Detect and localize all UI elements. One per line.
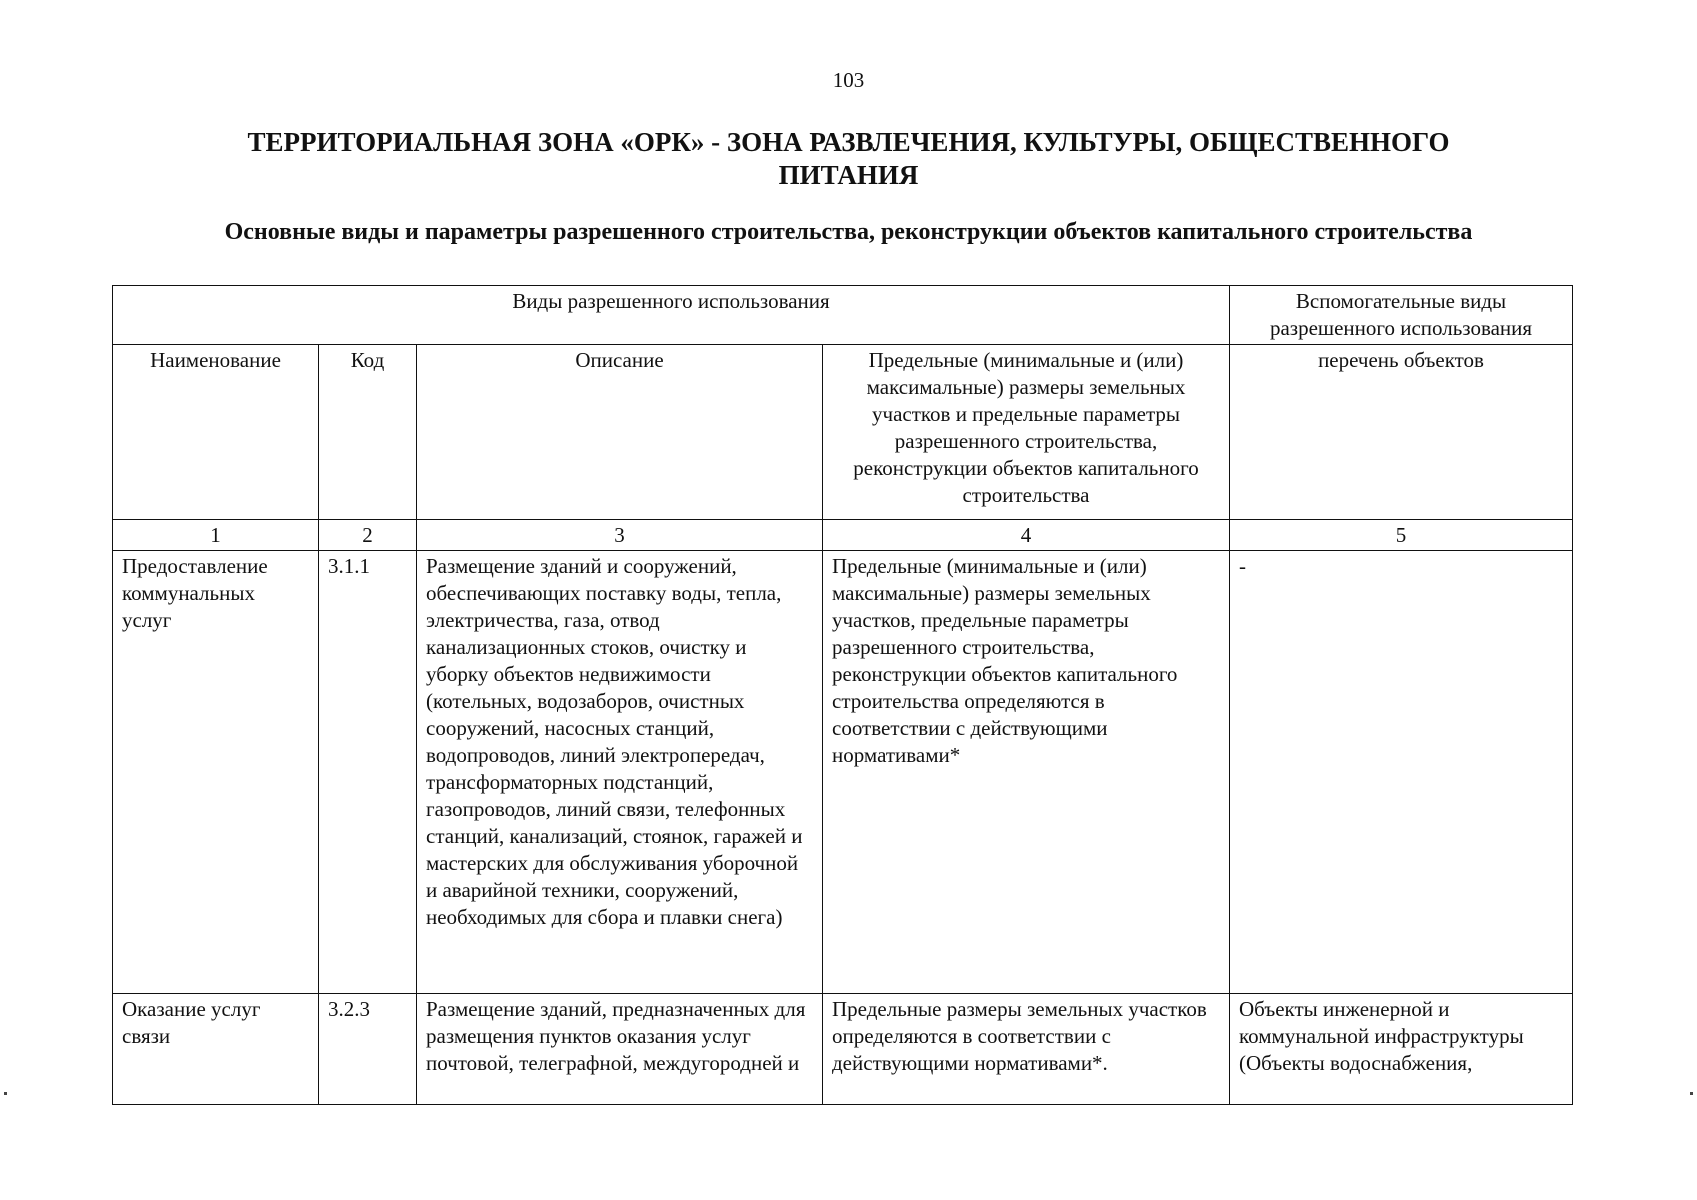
scan-edge-mark (1690, 1092, 1693, 1095)
group-header-auxiliary: Вспомогательные виды разрешенного использования (1230, 286, 1573, 345)
column-header-parameters: Предельные (минимальные и (или) максимальные) размеры земельных участков и предельные параметры разрешенного строительства, реконструкции объектов капитального строительства (823, 345, 1230, 520)
column-header-name: Наименование (113, 345, 319, 520)
auxiliary-objects-cell: Объекты инженерной и коммунальной инфраструктуры (Объекты водоснабжения, (1230, 994, 1573, 1105)
auxiliary-objects-cell: - (1230, 551, 1573, 994)
table-group-header-row (113, 286, 1573, 345)
zone-title: ТЕРРИТОРИАЛЬНАЯ ЗОНА «ОРК» - ЗОНА РАЗВЛЕЧЕНИЯ, КУЛЬТУРЫ, ОБЩЕСТВЕННОГО ПИТАНИЯ (247, 127, 1450, 190)
use-code-cell: 3.1.1 (319, 551, 417, 994)
column-header-code: Код (319, 345, 417, 520)
use-code-cell: 3.2.3 (319, 994, 417, 1105)
use-name-cell: Предоставление коммунальных услуг (113, 551, 319, 994)
table-row (113, 551, 1573, 994)
use-description-cell: Размещение зданий, предназначенных для размещения пунктов оказания услуг почтовой, телеграфной, междугородней и (417, 994, 823, 1105)
table-column-header-row (113, 345, 1573, 520)
use-parameters-cell: Предельные (минимальные и (или) максимальные) размеры земельных участков, предельные параметры разрешенного строительства, реконструкции объектов капитального строительства определяются в соответствии с действующими нормативами* (823, 551, 1230, 994)
column-number: 2 (319, 520, 417, 551)
table-row (113, 994, 1573, 1105)
column-header-description: Описание (417, 345, 823, 520)
column-header-object-list: перечень объектов (1230, 345, 1573, 520)
use-parameters-cell: Предельные размеры земельных участков определяются в соответствии с действующими нормативами*. (823, 994, 1230, 1105)
column-number: 3 (417, 520, 823, 551)
column-number-row (113, 520, 1573, 551)
column-number: 4 (823, 520, 1230, 551)
column-number: 5 (1230, 520, 1573, 551)
use-description-cell: Размещение зданий и сооружений, обеспечивающих поставку воды, тепла, электричества, газа, отвод канализационных стоков, очистку и уборку объектов недвижимости (котельных, водозаборов, очистных сооружений, насосных станций, водопроводов, линий электропередач, трансформаторных подстанций, газопроводов, линий связи, телефонных станций, канализаций, стоянок, гаражей и мастерских для обслуживания уборочной и аварийной техники, сооружений, необходимых для сбора и плавки снега) (417, 551, 823, 994)
column-number: 1 (113, 520, 319, 551)
scan-edge-mark (4, 1092, 7, 1095)
use-name-cell: Оказание услуг связи (113, 994, 319, 1105)
page-number: 103 (832, 68, 865, 92)
group-header-main: Виды разрешенного использования (113, 286, 1230, 345)
section-subtitle: Основные виды и параметры разрешенного строительства, реконструкции объектов капитального строительства (224, 219, 1473, 245)
permitted-use-table (112, 285, 1573, 1105)
